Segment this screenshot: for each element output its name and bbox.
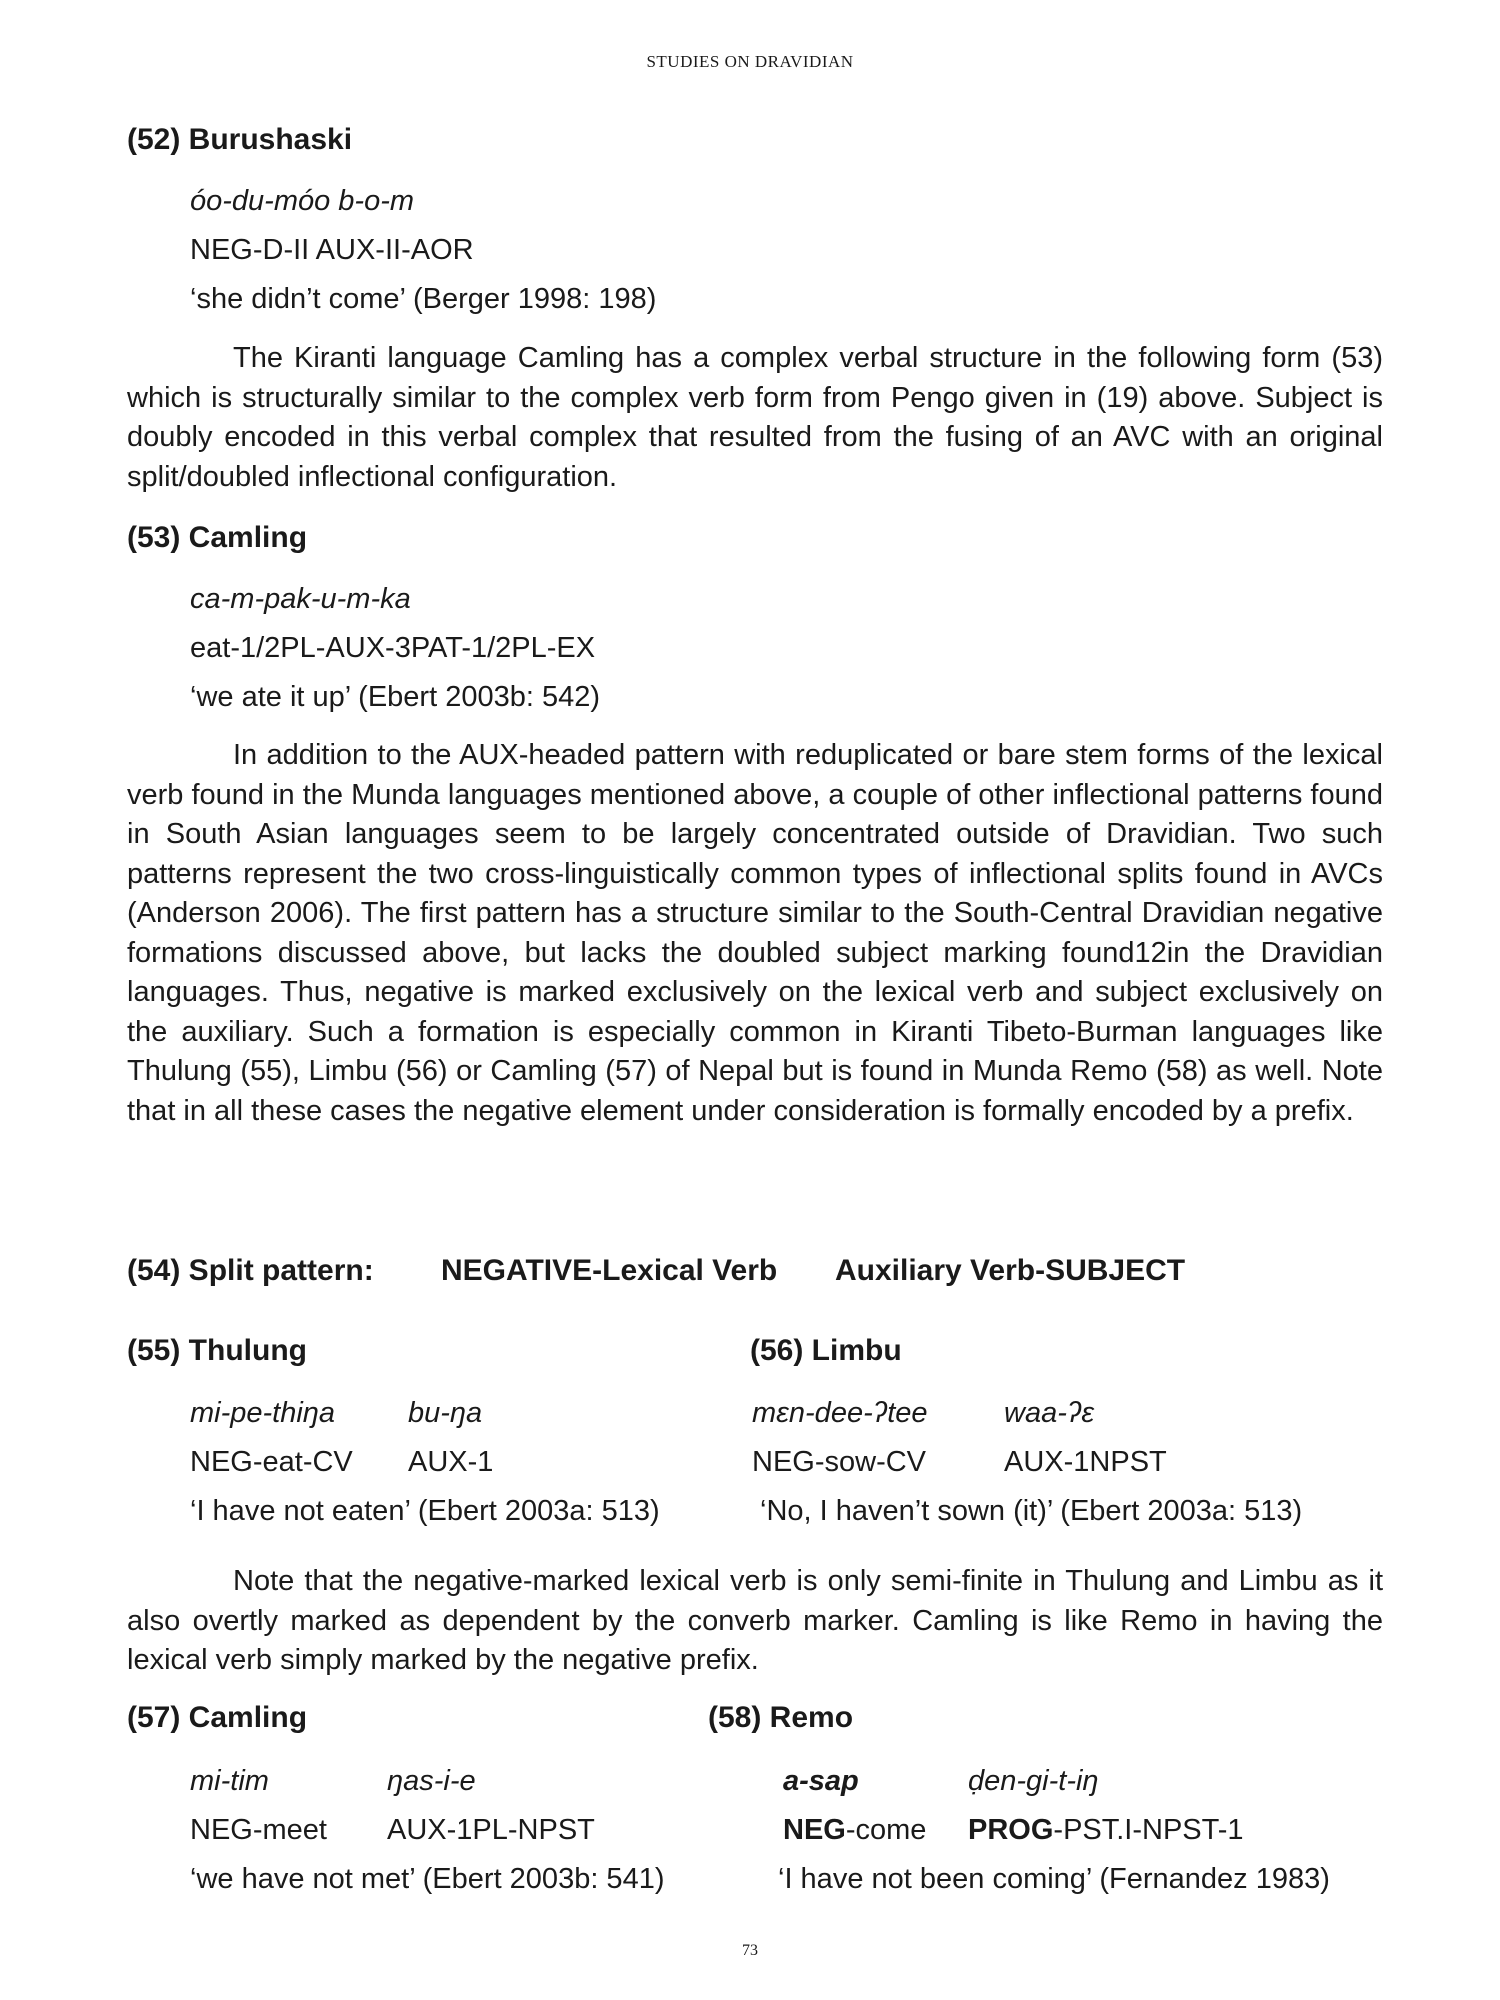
example-56-gloss-2: AUX-1NPST xyxy=(1004,1446,1167,1478)
example-58-gloss-2 xyxy=(968,1812,1244,1848)
example-55-word-2: bu-ŋa xyxy=(408,1397,483,1429)
example-56-word-1: mɛn-dee-ʔtee xyxy=(752,1397,928,1429)
example-53-form: ca-m-pak-u-m-ka xyxy=(190,583,411,615)
example-53-translation: ‘we ate it up’ (Ebert 2003b: 542) xyxy=(190,681,601,713)
example-57-translation: ‘we have not met’ (Ebert 2003b: 541) xyxy=(190,1863,665,1895)
example-54-part-auxiliary: Auxiliary Verb-SUBJECT xyxy=(835,1254,1186,1287)
example-58-word-1 xyxy=(783,1763,859,1799)
paragraph-3 xyxy=(127,1562,1383,1681)
example-58-word-2 xyxy=(968,1763,1099,1799)
example-56-translation: ‘No, I haven’t sown (it)’ (Ebert 2003a: 513) xyxy=(760,1495,1303,1527)
paragraph-2 xyxy=(127,736,1383,1131)
example-55-word-1: mi-pe-thiŋa xyxy=(190,1397,336,1429)
example-53-heading: (53) Camling xyxy=(127,521,308,554)
example-52-translation: ‘she didn’t come’ (Berger 1998: 198) xyxy=(190,283,657,315)
example-58-word-1-text: a-sap xyxy=(783,1765,859,1797)
example-57-gloss-1: NEG-meet xyxy=(190,1814,327,1846)
example-58-word-2-text: ḍen-gi-t-iŋ xyxy=(968,1765,1099,1797)
example-54-part-negative: NEGATIVE-Lexical Verb xyxy=(441,1254,778,1287)
paragraph-1 xyxy=(127,339,1383,497)
example-56-word-2: waa-ʔɛ xyxy=(1004,1397,1095,1429)
example-57-word-2: ŋas-i-e xyxy=(387,1765,476,1797)
example-52-gloss: NEG-D-II AUX-II-AOR xyxy=(190,234,474,266)
example-58-gloss-1-rest: -come xyxy=(845,1814,927,1846)
running-head: STUDIES ON DRAVIDIAN xyxy=(646,52,854,71)
example-52-form: óo-du-móo b-o-m xyxy=(190,185,415,217)
example-58-gloss-2-rest: -PST.I-NPST-1 xyxy=(1053,1814,1244,1846)
example-55-gloss-2: AUX-1 xyxy=(408,1446,494,1478)
example-58-heading: (58) Remo xyxy=(708,1701,854,1734)
example-57-word-1: mi-tim xyxy=(190,1765,269,1797)
example-55-heading: (55) Thulung xyxy=(127,1334,307,1367)
paragraph-3-text: Note that the negative-marked lexical verb is only semi-finite in Thulung and Limbu as it also overtly marked as dependent by the converb marker. Camling is like Remo in having the lexical verb simply marked by the negative prefix. xyxy=(127,1565,1383,1676)
example-58-translation: ‘I have not been coming’ (Fernandez 1983) xyxy=(778,1863,1330,1895)
example-57-gloss-2: AUX-1PL-NPST xyxy=(387,1814,595,1846)
example-55-gloss-1: NEG-eat-CV xyxy=(190,1446,353,1478)
example-58-gloss-1-bold: NEG xyxy=(783,1814,846,1846)
example-58-gloss-1 xyxy=(783,1812,926,1848)
paragraph-2-text: In addition to the AUX-headed pattern with reduplicated or bare stem forms of the lexical verb found in the Munda languages mentioned above, a couple of other inflectional patterns found in South Asian languages seem to be largely concentrated outside of Dravidian. Two such patterns represent the two cross-linguistically common types of inflectional splits found in AVCs (Anderson 2006). The first pattern has a structure similar to the South-Central Dravidian negative formations discussed above, but lacks the doubled subject marking found12in the Dravidian languages. Thus, negative is marked exclusively on the lexical verb and subject exclusively on the auxiliary. Such a formation is especially common in Kiranti Tibeto-Burman languages like Thulung (55), Limbu (56) or Camling (57) of Nepal but is found in Munda Remo (58) as well. Note that in all these cases the negative element under consideration is formally encoded by a prefix. xyxy=(127,739,1383,1127)
paragraph-1-text: The Kiranti language Camling has a complex verbal structure in the following form (53) which is structurally similar to the complex verb form from Pengo given in (19) above. Subject is doubly encoded in this verbal complex that resulted from the fusing of an AVC with an original split/doubled inflectional configuration. xyxy=(127,342,1383,493)
example-56-gloss-1: NEG-sow-CV xyxy=(752,1446,927,1478)
example-58-gloss-2-bold: PROG xyxy=(968,1814,1054,1846)
example-52-heading: (52) Burushaski xyxy=(127,123,353,156)
example-57-heading: (57) Camling xyxy=(127,1701,308,1734)
page-number: 73 xyxy=(742,1942,758,1959)
example-55-translation: ‘I have not eaten’ (Ebert 2003a: 513) xyxy=(190,1495,660,1527)
example-56-heading: (56) Limbu xyxy=(750,1334,902,1367)
example-54-heading: (54) Split pattern: xyxy=(127,1254,374,1287)
example-53-gloss: eat-1/2PL-AUX-3PAT-1/2PL-EX xyxy=(190,632,596,664)
